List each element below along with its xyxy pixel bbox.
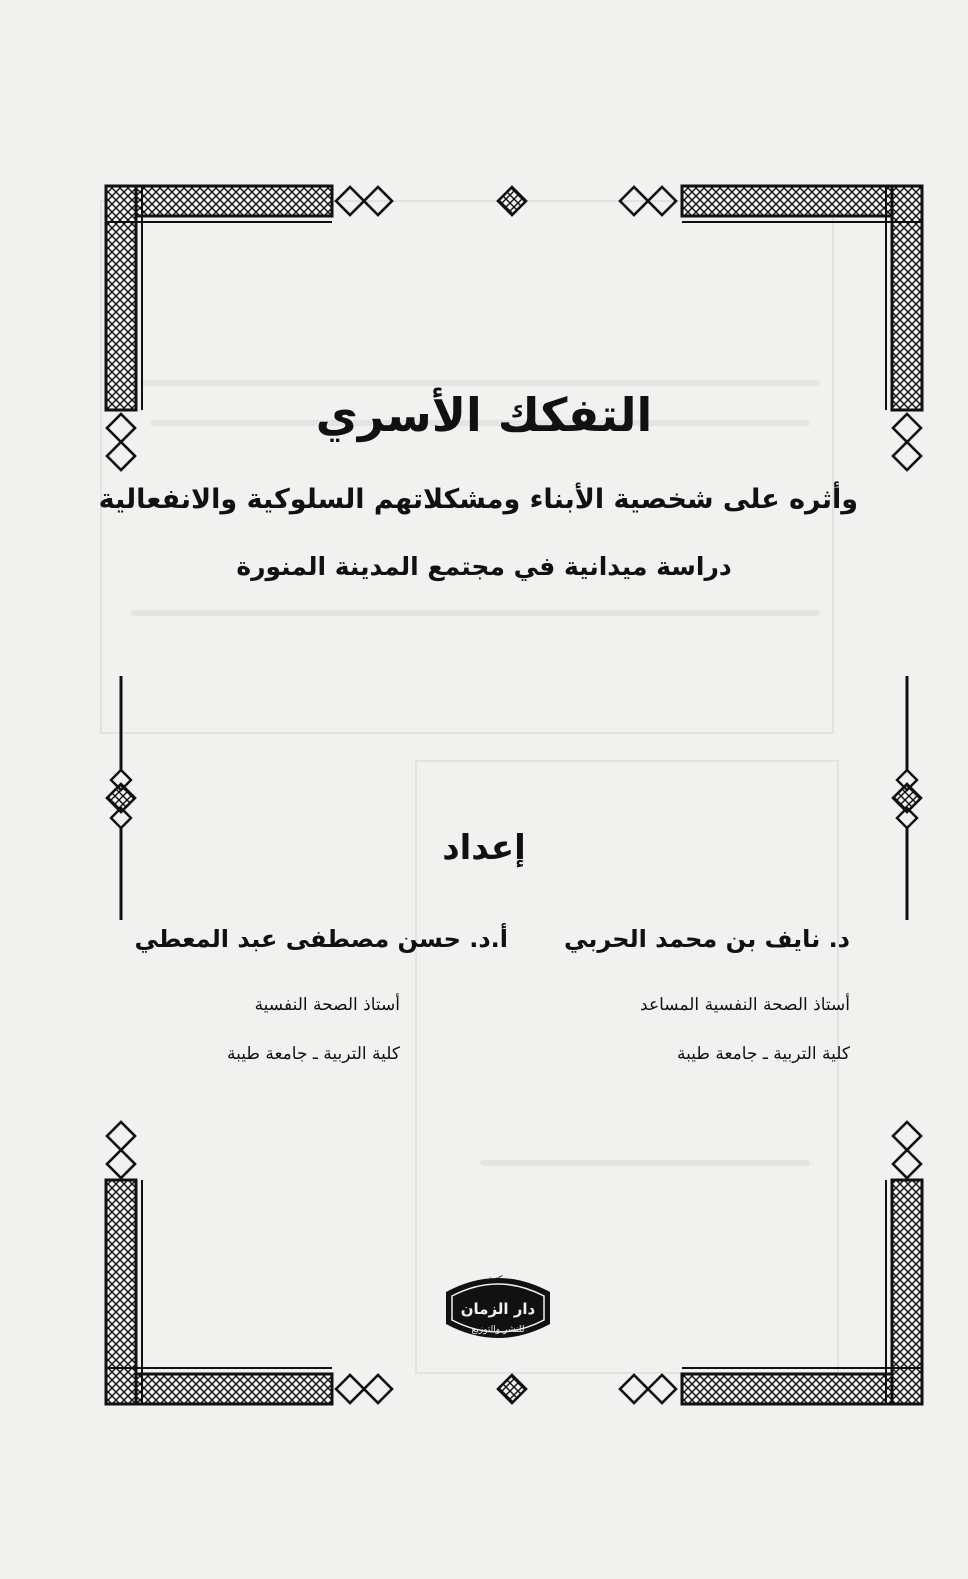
bottom-left-corner-band (106, 1180, 332, 1404)
publisher-logo (438, 1262, 558, 1350)
publisher-logo-main-text: دار الزمان (460, 1300, 536, 1318)
publisher-logo-bottom-text: للنشر والتوزيع (471, 1325, 525, 1335)
top-left-corner-band (106, 186, 332, 410)
top-right-diamond-chain (620, 187, 676, 215)
right-side-ornament (893, 676, 921, 920)
left-side-ornament (107, 676, 135, 920)
book-title: التفكك الأسري (315, 388, 653, 442)
author-1-name: د. نايف بن محمد الحربي (564, 925, 850, 953)
top-right-corner-band (682, 186, 922, 410)
author-2-college: كلية التربية ـ جامعة طيبة (227, 1044, 400, 1064)
left-upper-diamond-chain (107, 414, 135, 470)
right-upper-diamond-chain (893, 414, 921, 470)
author-1-college: كلية التربية ـ جامعة طيبة (677, 1044, 850, 1064)
right-lower-diamond-chain (893, 1122, 921, 1178)
prepared-by-heading: إعداد (442, 828, 526, 868)
left-lower-diamond-chain (107, 1122, 135, 1178)
bottom-right-diamond-chain (620, 1375, 676, 1403)
book-subtitle: وأثره على شخصية الأبناء ومشكلاتهم السلوكية والانفعالية (98, 484, 858, 515)
top-left-diamond-chain (336, 187, 392, 215)
author-2-role: أستاذ الصحة النفسية (254, 995, 400, 1015)
author-1-role: أستاذ الصحة النفسية المساعد (640, 995, 850, 1015)
publisher-logo-top-text: مكتبة (487, 1275, 509, 1285)
bottom-left-diamond-chain (336, 1375, 392, 1403)
bottom-right-corner-band (682, 1180, 922, 1404)
author-2-name: أ.د. حسن مصطفى عبد المعطي (134, 925, 508, 953)
study-description: دراسة ميدانية في مجتمع المدينة المنورة (236, 552, 732, 581)
top-center-lattice-diamond (498, 187, 526, 215)
bottom-center-lattice-diamond (498, 1375, 526, 1403)
